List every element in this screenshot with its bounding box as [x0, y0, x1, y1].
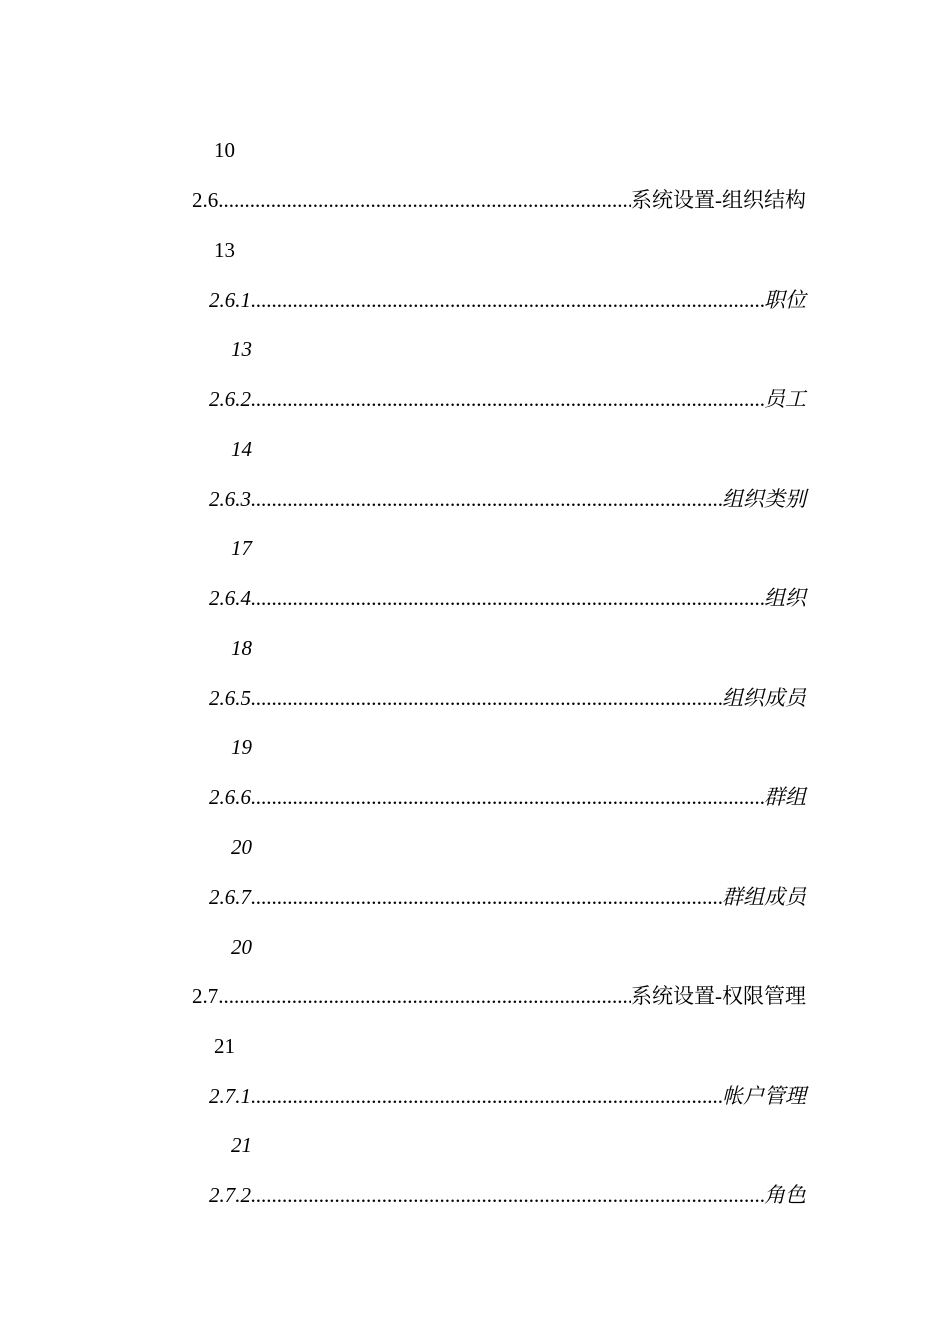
toc-leader-dots	[251, 384, 764, 414]
toc-entry-title: 员工	[764, 387, 806, 411]
toc-page-number: 20	[231, 835, 252, 859]
toc-entry-2-6-2[interactable]	[209, 384, 806, 414]
toc-entry-2-6-5[interactable]	[209, 683, 806, 713]
toc-leader-dots	[251, 882, 722, 912]
toc-entry-title: 组织成员	[722, 686, 806, 710]
toc-entry-number: 2.6.3	[209, 487, 251, 511]
toc-entry-title: 系统设置-权限管理	[631, 984, 806, 1008]
toc-page-number: 21	[214, 1034, 235, 1058]
toc-leader-dots	[251, 285, 764, 315]
toc-entry-2-7[interactable]	[192, 981, 806, 1011]
toc-entry-2-6-7[interactable]	[209, 882, 806, 912]
toc-entry-title: 帐户管理	[722, 1084, 806, 1108]
toc-entry-2-6[interactable]	[192, 185, 806, 215]
toc-entry-number: 2.6.2	[209, 387, 251, 411]
toc-entry-number: 2.6	[192, 188, 219, 212]
toc-entry-number: 2.6.4	[209, 586, 251, 610]
toc-page-number: 14	[231, 437, 252, 461]
toc-page-number: 17	[231, 536, 252, 560]
toc-leader-dots	[218, 981, 631, 1011]
toc-entry-2-6-1[interactable]	[209, 285, 806, 315]
toc-page-number: 18	[231, 636, 252, 660]
toc-leader-dots	[251, 683, 722, 713]
toc-entry-title: 组织	[764, 586, 806, 610]
toc-entry-2-6-3[interactable]	[209, 484, 806, 514]
toc-entry-2-7-1[interactable]	[209, 1081, 806, 1111]
toc-entry-title: 职位	[764, 288, 806, 312]
toc-entry-2-7-2[interactable]	[209, 1180, 806, 1210]
toc-entry-2-6-4[interactable]	[209, 583, 806, 613]
toc-leader-dots	[218, 185, 631, 215]
toc-entry-number: 2.6.1	[209, 288, 251, 312]
toc-entry-title: 群组成员	[722, 885, 806, 909]
toc-leader-dots	[251, 583, 764, 613]
toc-page-number: 21	[231, 1133, 252, 1157]
toc-leader-dots	[251, 1180, 764, 1210]
toc-entry-number: 2.7.2	[209, 1183, 251, 1207]
toc-entry-number: 2.6.6	[209, 785, 251, 809]
toc-entry-number: 2.7.1	[209, 1084, 251, 1108]
toc-entry-title: 组织类别	[722, 487, 806, 511]
toc-leader-dots	[251, 1081, 722, 1111]
toc-entry-title: 系统设置-组织结构	[631, 188, 806, 212]
toc-page-number: 19	[231, 735, 252, 759]
toc-entry-number: 2.6.7	[209, 885, 251, 909]
toc-page-number: 10	[214, 138, 235, 162]
toc-page-number: 13	[231, 337, 252, 361]
toc-entry-number: 2.7	[192, 984, 219, 1008]
toc-page-number: 13	[214, 238, 235, 262]
toc-entry-title: 群组	[764, 785, 806, 809]
toc-page-number: 20	[231, 935, 252, 959]
toc-leader-dots	[251, 484, 722, 514]
toc-entry-2-6-6[interactable]	[209, 782, 806, 812]
toc-leader-dots	[251, 782, 764, 812]
toc-entry-title: 角色	[764, 1183, 806, 1207]
toc-entry-number: 2.6.5	[209, 686, 251, 710]
